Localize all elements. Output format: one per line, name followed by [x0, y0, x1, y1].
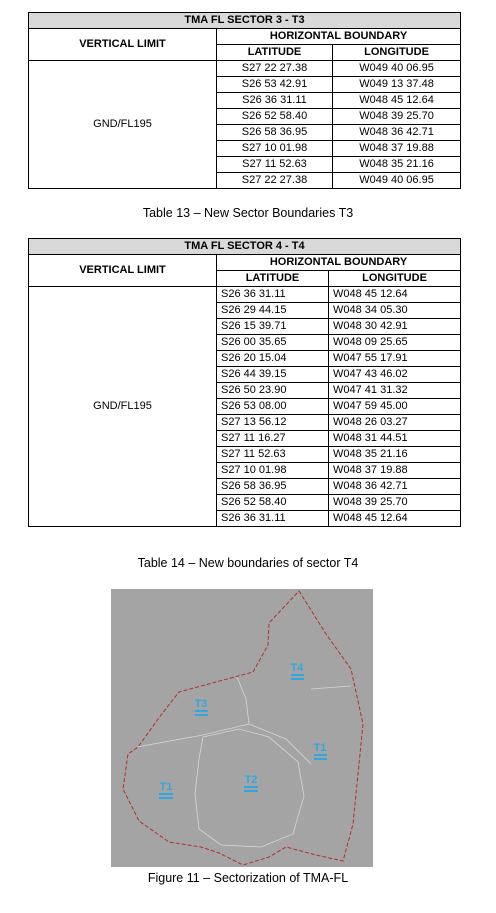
table-14-caption: Table 14 – New boundaries of sector T4	[137, 556, 359, 570]
t1-west-limit-mark	[159, 793, 173, 795]
sector-map-svg	[111, 589, 373, 867]
t4-longitude-cell: W047 41 31.32	[329, 383, 461, 399]
t4-longitude-cell: W048 30 42.91	[329, 319, 461, 335]
t3-latitude-cell: S27 10 01.98	[217, 141, 333, 157]
t2-limit-mark	[244, 786, 258, 788]
sector-label-t1-east: T1	[313, 742, 327, 754]
t3-longitude-cell: W048 35 21.16	[333, 157, 461, 173]
t4-longitude-cell: W048 34 05.30	[329, 303, 461, 319]
t4-horizontal-boundary-header: HORIZONTAL BOUNDARY	[217, 255, 461, 271]
t3-limit-mark	[195, 714, 208, 716]
t3-table-title: TMA FL SECTOR 3 - T3	[29, 13, 461, 29]
t4-vertical-limit-value: GND/FL195	[29, 287, 217, 527]
t3-vertical-limit-value: GND/FL195	[29, 61, 217, 189]
t4-latitude-cell: S26 20 15.04	[217, 351, 329, 367]
t4-longitude-cell: W048 37 19.88	[329, 463, 461, 479]
t4-latitude-cell: S26 15 39.71	[217, 319, 329, 335]
sector-label-t1-west: T1	[159, 781, 173, 793]
sector-label-t2: T2	[244, 774, 258, 786]
t1-west-limit-mark	[159, 797, 173, 799]
t4-latitude-cell: S26 29 44.15	[217, 303, 329, 319]
t3-longitude-cell: W049 13 37.48	[333, 77, 461, 93]
sector-label-t3: T3	[194, 698, 208, 710]
t4-longitude-cell: W047 43 46.02	[329, 367, 461, 383]
divider-t4-t1-east	[311, 686, 351, 689]
sector-t3-table	[28, 12, 461, 189]
t3-vertical-limit-header: VERTICAL LIMIT	[29, 29, 217, 61]
tma-outer-boundary	[123, 591, 363, 865]
t3-latitude-header: LATITUDE	[217, 45, 333, 61]
t4-latitude-header: LATITUDE	[217, 271, 329, 287]
t4-longitude-cell: W048 09 25.65	[329, 335, 461, 351]
t3-longitude-cell: W048 36 42.71	[333, 125, 461, 141]
sector-limit-marks	[159, 674, 327, 799]
t4-limit-mark	[291, 674, 304, 676]
table-13-caption: Table 13 – New Sector Boundaries T3	[142, 206, 354, 220]
t4-longitude-cell: W048 35 21.16	[329, 447, 461, 463]
t4-longitude-cell: W048 39 25.70	[329, 495, 461, 511]
t3-latitude-cell: S26 58 36.95	[217, 125, 333, 141]
t3-longitude-cell: W048 37 19.88	[333, 141, 461, 157]
t4-latitude-cell: S26 36 31.11	[217, 287, 329, 303]
t4-latitude-cell: S26 53 08.00	[217, 399, 329, 415]
t3-longitude-cell: W048 45 12.64	[333, 93, 461, 109]
t3-longitude-cell: W049 40 06.95	[333, 173, 461, 189]
t4-latitude-cell: S27 11 52.63	[217, 447, 329, 463]
t3-latitude-cell: S26 36 31.11	[217, 93, 333, 109]
t4-longitude-cell: W047 55 17.91	[329, 351, 461, 367]
t1-east-limit-mark	[314, 758, 327, 760]
t4-longitude-header: LONGITUDE	[329, 271, 461, 287]
t3-latitude-cell: S27 11 52.63	[217, 157, 333, 173]
t4-limit-mark	[291, 678, 304, 680]
t4-latitude-cell: S27 10 01.98	[217, 463, 329, 479]
t4-latitude-cell: S27 13 56.12	[217, 415, 329, 431]
sector-t4-table	[28, 238, 461, 527]
sector-label-t4: T4	[290, 662, 304, 674]
divider-t3-t4	[237, 677, 249, 724]
t4-latitude-cell: S26 36 31.11	[217, 511, 329, 527]
t3-longitude-header: LONGITUDE	[333, 45, 461, 61]
t3-latitude-cell: S27 22 27.38	[217, 173, 333, 189]
t3-longitude-cell: W049 40 06.95	[333, 61, 461, 77]
t4-longitude-cell: W048 45 12.64	[329, 287, 461, 303]
t2-limit-mark	[244, 790, 258, 792]
t3-longitude-cell: W048 39 25.70	[333, 109, 461, 125]
t3-latitude-cell: S27 22 27.38	[217, 61, 333, 77]
t4-latitude-cell: S26 58 36.95	[217, 479, 329, 495]
divider-north-south	[137, 724, 311, 764]
t4-latitude-cell: S27 11 16.27	[217, 431, 329, 447]
t4-longitude-cell: W048 31 44.51	[329, 431, 461, 447]
t3-horizontal-boundary-header: HORIZONTAL BOUNDARY	[217, 29, 461, 45]
t3-limit-mark	[195, 710, 208, 712]
t4-latitude-cell: S26 50 23.90	[217, 383, 329, 399]
t3-latitude-cell: S26 53 42.91	[217, 77, 333, 93]
t4-latitude-cell: S26 52 58.40	[217, 495, 329, 511]
t4-table-title: TMA FL SECTOR 4 - T4	[29, 239, 461, 255]
t4-longitude-cell: W048 36 42.71	[329, 479, 461, 495]
t4-latitude-cell: S26 00 35.65	[217, 335, 329, 351]
t3-latitude-cell: S26 52 58.40	[217, 109, 333, 125]
t1-east-limit-mark	[314, 754, 327, 756]
figure-11-caption: Figure 11 – Sectorization of TMA-FL	[147, 871, 349, 885]
t4-longitude-cell: W048 45 12.64	[329, 511, 461, 527]
sector-label-group	[160, 662, 327, 793]
t4-longitude-cell: W047 59 45.00	[329, 399, 461, 415]
sector-divider-lines	[137, 677, 351, 847]
t4-vertical-limit-header: VERTICAL LIMIT	[29, 255, 217, 287]
sectorization-map	[111, 589, 373, 867]
t4-latitude-cell: S26 44 39.15	[217, 367, 329, 383]
t4-longitude-cell: W048 26 03.27	[329, 415, 461, 431]
